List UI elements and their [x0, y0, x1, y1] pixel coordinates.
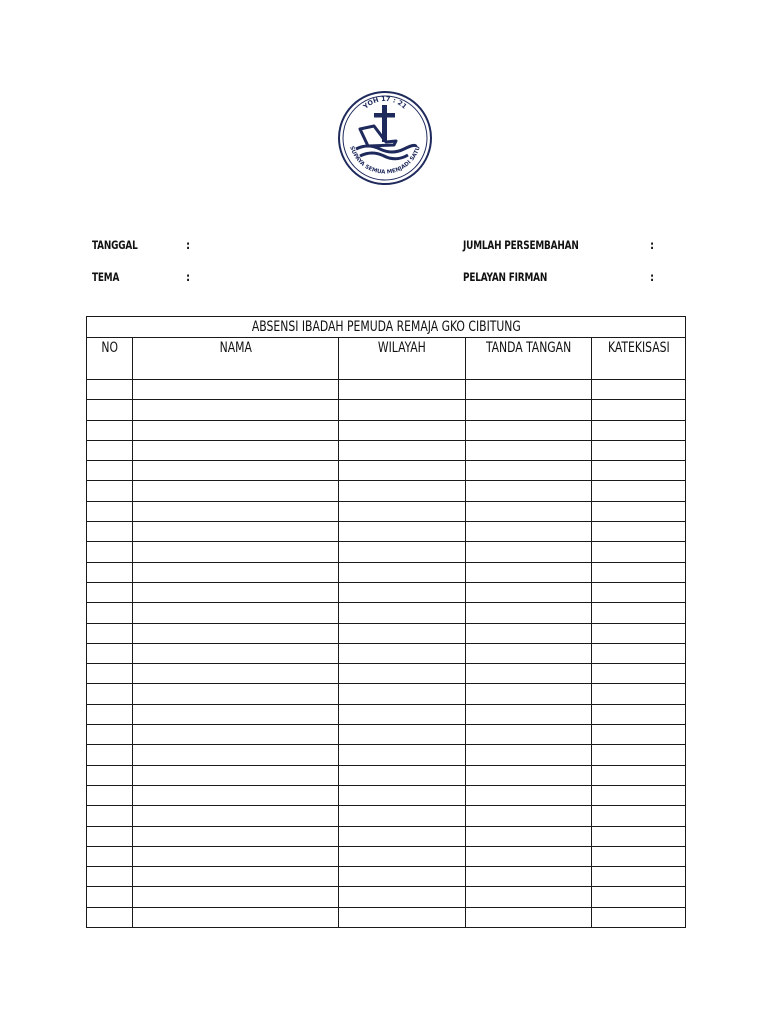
column-header-wilayah: WILAYAH	[339, 338, 466, 380]
table-cell[interactable]	[466, 887, 592, 907]
table-cell[interactable]	[592, 907, 686, 927]
table-row	[87, 582, 686, 602]
table-row	[87, 481, 686, 501]
table-cell[interactable]	[466, 907, 592, 927]
table-cell[interactable]	[592, 704, 686, 724]
table-cell[interactable]	[592, 887, 686, 907]
table-cell[interactable]	[133, 785, 339, 805]
table-cell[interactable]	[339, 806, 466, 826]
table-cell[interactable]	[133, 420, 339, 440]
table-cell[interactable]	[466, 745, 592, 765]
table-cell[interactable]	[339, 826, 466, 846]
table-cell[interactable]	[592, 380, 686, 400]
table-cell[interactable]	[339, 745, 466, 765]
table-body	[87, 380, 686, 928]
table-cell[interactable]	[87, 461, 133, 481]
table-cell[interactable]	[339, 664, 466, 684]
table-cell[interactable]	[339, 501, 466, 521]
table-cell[interactable]	[87, 785, 133, 805]
table-cell[interactable]	[133, 745, 339, 765]
table-cell[interactable]	[592, 400, 686, 420]
table-cell[interactable]	[466, 562, 592, 582]
column-header-nama: NAMA	[133, 338, 339, 380]
table-row	[87, 643, 686, 663]
table-row	[87, 440, 686, 460]
table-cell[interactable]	[87, 582, 133, 602]
boat-icon	[360, 126, 396, 146]
table-cell[interactable]	[339, 643, 466, 663]
table-cell[interactable]	[133, 380, 339, 400]
table-row	[87, 603, 686, 623]
table-cell[interactable]	[592, 867, 686, 887]
table-cell[interactable]	[87, 806, 133, 826]
table-cell[interactable]	[133, 603, 339, 623]
table-row	[87, 867, 686, 887]
table-row	[87, 542, 686, 562]
table-cell[interactable]	[339, 603, 466, 623]
table-cell[interactable]	[87, 867, 133, 887]
table-cell[interactable]	[133, 400, 339, 420]
table-cell[interactable]	[339, 887, 466, 907]
table-cell[interactable]	[87, 725, 133, 745]
attendance-table	[86, 316, 686, 928]
table-cell[interactable]	[339, 440, 466, 460]
column-header-no: NO	[87, 338, 133, 380]
table-cell[interactable]	[87, 420, 133, 440]
table-cell[interactable]	[466, 522, 592, 542]
table-cell[interactable]	[87, 440, 133, 460]
table-cell[interactable]	[339, 684, 466, 704]
table-cell[interactable]	[339, 400, 466, 420]
table-cell[interactable]	[466, 481, 592, 501]
table-row	[87, 826, 686, 846]
table-cell[interactable]	[466, 461, 592, 481]
table-cell[interactable]	[87, 826, 133, 846]
table-row	[87, 623, 686, 643]
table-cell[interactable]	[592, 542, 686, 562]
table-cell[interactable]	[592, 623, 686, 643]
table-cell[interactable]	[87, 481, 133, 501]
table-cell[interactable]	[466, 765, 592, 785]
jumlah-persembahan-colon: :	[650, 238, 655, 252]
table-cell[interactable]	[87, 501, 133, 521]
table-cell[interactable]	[592, 643, 686, 663]
table-cell[interactable]	[592, 461, 686, 481]
table-cell[interactable]	[592, 725, 686, 745]
table-cell[interactable]	[592, 481, 686, 501]
pelayan-firman-label: PELAYAN FIRMAN	[463, 270, 548, 284]
table-cell[interactable]	[133, 481, 339, 501]
table-cell[interactable]	[133, 704, 339, 724]
table-cell[interactable]	[466, 623, 592, 643]
table-cell[interactable]	[466, 826, 592, 846]
table-cell[interactable]	[466, 785, 592, 805]
table-cell[interactable]	[339, 623, 466, 643]
table-cell[interactable]	[87, 623, 133, 643]
table-cell[interactable]	[339, 765, 466, 785]
table-cell[interactable]	[592, 522, 686, 542]
table-cell[interactable]	[339, 785, 466, 805]
church-logo	[338, 88, 432, 188]
table-row	[87, 907, 686, 927]
table-cell[interactable]	[592, 826, 686, 846]
table-cell[interactable]	[339, 907, 466, 927]
table-cell[interactable]	[133, 887, 339, 907]
table-cell[interactable]	[133, 867, 339, 887]
table-row	[87, 420, 686, 440]
table-cell[interactable]	[339, 704, 466, 724]
table-cell[interactable]	[133, 542, 339, 562]
table-cell[interactable]	[87, 562, 133, 582]
table-cell[interactable]	[466, 806, 592, 826]
table-row	[87, 562, 686, 582]
table-cell[interactable]	[87, 643, 133, 663]
table-cell[interactable]	[466, 846, 592, 866]
table-cell[interactable]	[466, 582, 592, 602]
table-cell[interactable]	[133, 582, 339, 602]
table-cell[interactable]	[87, 887, 133, 907]
table-cell[interactable]	[466, 704, 592, 724]
table-row	[87, 684, 686, 704]
table-cell[interactable]	[339, 542, 466, 562]
table-row	[87, 380, 686, 400]
logo-bottom-text: SUPAYA SEMUA MENJADI SATU	[348, 145, 422, 176]
table-cell[interactable]	[133, 440, 339, 460]
table-cell[interactable]	[87, 846, 133, 866]
table-cell[interactable]	[466, 867, 592, 887]
table-cell[interactable]	[87, 765, 133, 785]
column-header-tanda-tangan: TANDA TANGAN	[466, 338, 592, 380]
table-cell[interactable]	[133, 765, 339, 785]
table-cell[interactable]	[466, 664, 592, 684]
table-cell[interactable]	[133, 461, 339, 481]
table-cell[interactable]	[592, 806, 686, 826]
table-title: ABSENSI IBADAH PEMUDA REMAJA GKO CIBITUNG	[87, 317, 686, 338]
table-cell[interactable]	[87, 380, 133, 400]
table-cell[interactable]	[87, 907, 133, 927]
table-row	[87, 745, 686, 765]
table-row	[87, 400, 686, 420]
table-cell[interactable]	[87, 400, 133, 420]
table-row	[87, 461, 686, 481]
table-row	[87, 664, 686, 684]
table-cell[interactable]	[339, 582, 466, 602]
table-cell[interactable]	[133, 806, 339, 826]
table-row	[87, 806, 686, 826]
table-cell[interactable]	[87, 522, 133, 542]
table-cell[interactable]	[592, 440, 686, 460]
table-cell[interactable]	[466, 684, 592, 704]
table-cell[interactable]	[466, 643, 592, 663]
column-header-katekisasi: KATEKISASI	[592, 338, 686, 380]
table-cell[interactable]	[339, 380, 466, 400]
table-cell[interactable]	[339, 846, 466, 866]
tema-label: TEMA	[92, 270, 120, 284]
table-cell[interactable]	[133, 826, 339, 846]
table-cell[interactable]	[339, 725, 466, 745]
table-cell[interactable]	[339, 481, 466, 501]
table-cell[interactable]	[592, 420, 686, 440]
table-cell[interactable]	[133, 501, 339, 521]
table-cell[interactable]	[592, 562, 686, 582]
table-cell[interactable]	[466, 603, 592, 623]
table-cell[interactable]	[87, 745, 133, 765]
table-cell[interactable]	[133, 664, 339, 684]
table-cell[interactable]	[466, 501, 592, 521]
table-cell[interactable]	[87, 603, 133, 623]
table-cell[interactable]	[592, 684, 686, 704]
jumlah-persembahan-label: JUMLAH PERSEMBAHAN	[463, 238, 579, 252]
table-cell[interactable]	[339, 562, 466, 582]
tema-colon: :	[186, 270, 191, 284]
table-cell[interactable]	[466, 725, 592, 745]
table-cell[interactable]	[592, 603, 686, 623]
table-cell[interactable]	[87, 684, 133, 704]
table-cell[interactable]	[592, 582, 686, 602]
table-cell[interactable]	[592, 785, 686, 805]
table-cell[interactable]	[592, 664, 686, 684]
table-cell[interactable]	[133, 846, 339, 866]
table-row	[87, 785, 686, 805]
table-cell[interactable]	[133, 684, 339, 704]
table-cell[interactable]	[133, 907, 339, 927]
table-cell[interactable]	[592, 846, 686, 866]
table-cell[interactable]	[592, 501, 686, 521]
table-cell[interactable]	[87, 704, 133, 724]
table-cell[interactable]	[133, 562, 339, 582]
logo-top-text: YOH 17 : 21	[361, 94, 409, 111]
table-cell[interactable]	[133, 623, 339, 643]
table-row	[87, 522, 686, 542]
table-cell[interactable]	[87, 542, 133, 562]
table-cell[interactable]	[592, 765, 686, 785]
table-cell[interactable]	[466, 420, 592, 440]
tanggal-label: TANGGAL	[92, 238, 138, 252]
table-cell[interactable]	[339, 420, 466, 440]
table-cell[interactable]	[133, 643, 339, 663]
table-cell[interactable]	[466, 380, 592, 400]
table-row	[87, 887, 686, 907]
table-cell[interactable]	[339, 867, 466, 887]
table-cell[interactable]	[133, 522, 339, 542]
table-row	[87, 501, 686, 521]
table-cell[interactable]	[133, 725, 339, 745]
table-cell[interactable]	[339, 461, 466, 481]
table-cell[interactable]	[466, 400, 592, 420]
table-cell[interactable]	[339, 522, 466, 542]
table-row	[87, 704, 686, 724]
tanggal-colon: :	[186, 238, 191, 252]
table-row	[87, 846, 686, 866]
pelayan-firman-colon: :	[650, 270, 655, 284]
table-cell[interactable]	[466, 440, 592, 460]
table-cell[interactable]	[592, 745, 686, 765]
table-row	[87, 765, 686, 785]
table-cell[interactable]	[87, 664, 133, 684]
table-row	[87, 725, 686, 745]
table-cell[interactable]	[466, 542, 592, 562]
